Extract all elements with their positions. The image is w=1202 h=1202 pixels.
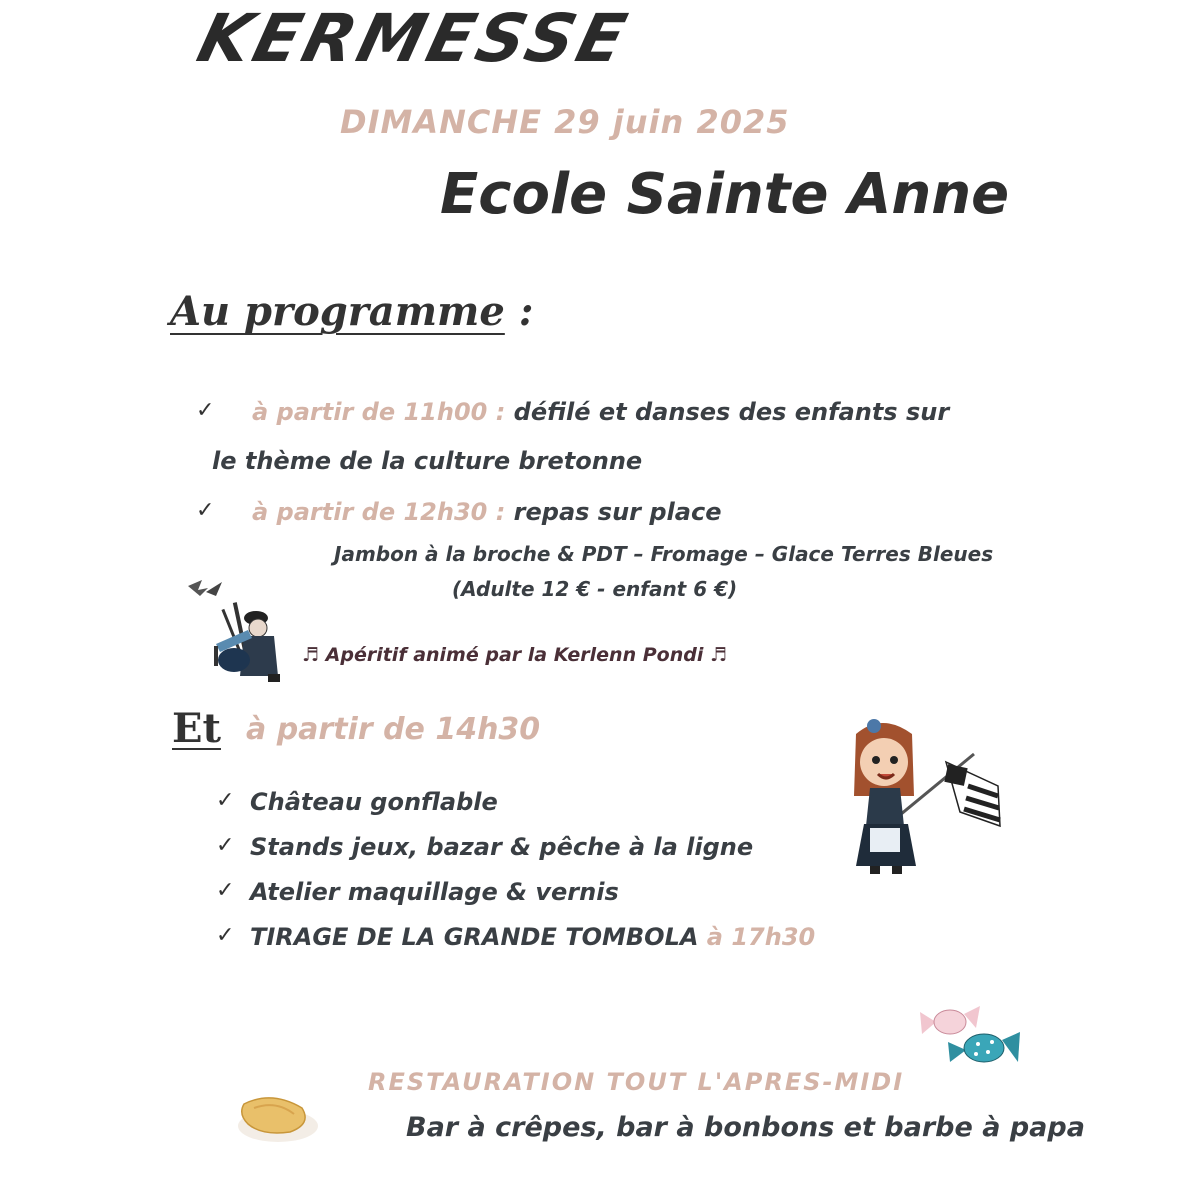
crepe-illustration (232, 1090, 322, 1146)
programme-heading-text: Au programme (170, 288, 505, 335)
checkmark-icon: ✓ (196, 398, 215, 423)
afternoon-item-2: Stands jeux, bazar & pêche à la ligne (250, 833, 754, 861)
programme-heading-colon: : (518, 288, 534, 335)
programme-item-1-text: défilé et danses des enfants sur (513, 398, 950, 426)
restauration-subtitle: Bar à crêpes, bar à bonbons et barbe à papa (406, 1112, 1085, 1143)
programme-item-2-text: repas sur place (513, 498, 722, 526)
tombola-time: à 17h30 (706, 923, 816, 951)
programme-heading (170, 288, 534, 335)
tombola-label: TIRAGE DE LA GRANDE TOMBOLA (250, 923, 699, 951)
event-date: DIMANCHE 29 juin 2025 (340, 103, 790, 141)
candy-illustration (918, 1002, 1022, 1072)
restauration-title: RESTAURATION TOUT L'APRES-MIDI (368, 1068, 905, 1096)
afternoon-item-3: Atelier maquillage & vernis (250, 878, 619, 906)
crepe-icon (232, 1090, 322, 1146)
checkmark-icon: ✓ (216, 878, 235, 903)
candy-icon (918, 1002, 1022, 1072)
afternoon-item-4 (250, 923, 815, 951)
programme-item-1-continuation: le thème de la culture bretonne (212, 447, 643, 475)
bagpiper-icon (186, 578, 296, 688)
programme-item-2-time: à partir de 12h30 : (252, 498, 506, 526)
afternoon-heading: Et (172, 705, 221, 752)
breton-girl-flag-illustration (842, 716, 1006, 876)
meal-menu: Jambon à la broche & PDT – Fromage – Glace Terres Bleues (334, 542, 994, 566)
afternoon-item-1: Château gonflable (250, 788, 498, 816)
poster-title: KERMESSE (190, 0, 638, 77)
checkmark-icon: ✓ (216, 788, 235, 813)
checkmark-icon: ✓ (216, 833, 235, 858)
programme-item-1-time: à partir de 11h00 : (252, 398, 506, 426)
programme-item-2 (252, 498, 721, 526)
bagpiper-illustration (186, 578, 296, 688)
afternoon-time: à partir de 14h30 (246, 712, 541, 747)
checkmark-icon: ✓ (216, 923, 235, 948)
school-name: Ecole Sainte Anne (440, 162, 1010, 227)
checkmark-icon: ✓ (196, 498, 215, 523)
aperitif-note: ♬ Apéritif animé par la Kerlenn Pondi ♬ (302, 644, 727, 666)
meal-price: (Adulte 12 € - enfant 6 €) (452, 577, 738, 601)
programme-item-1 (252, 398, 949, 426)
breton-girl-icon (842, 716, 1006, 876)
